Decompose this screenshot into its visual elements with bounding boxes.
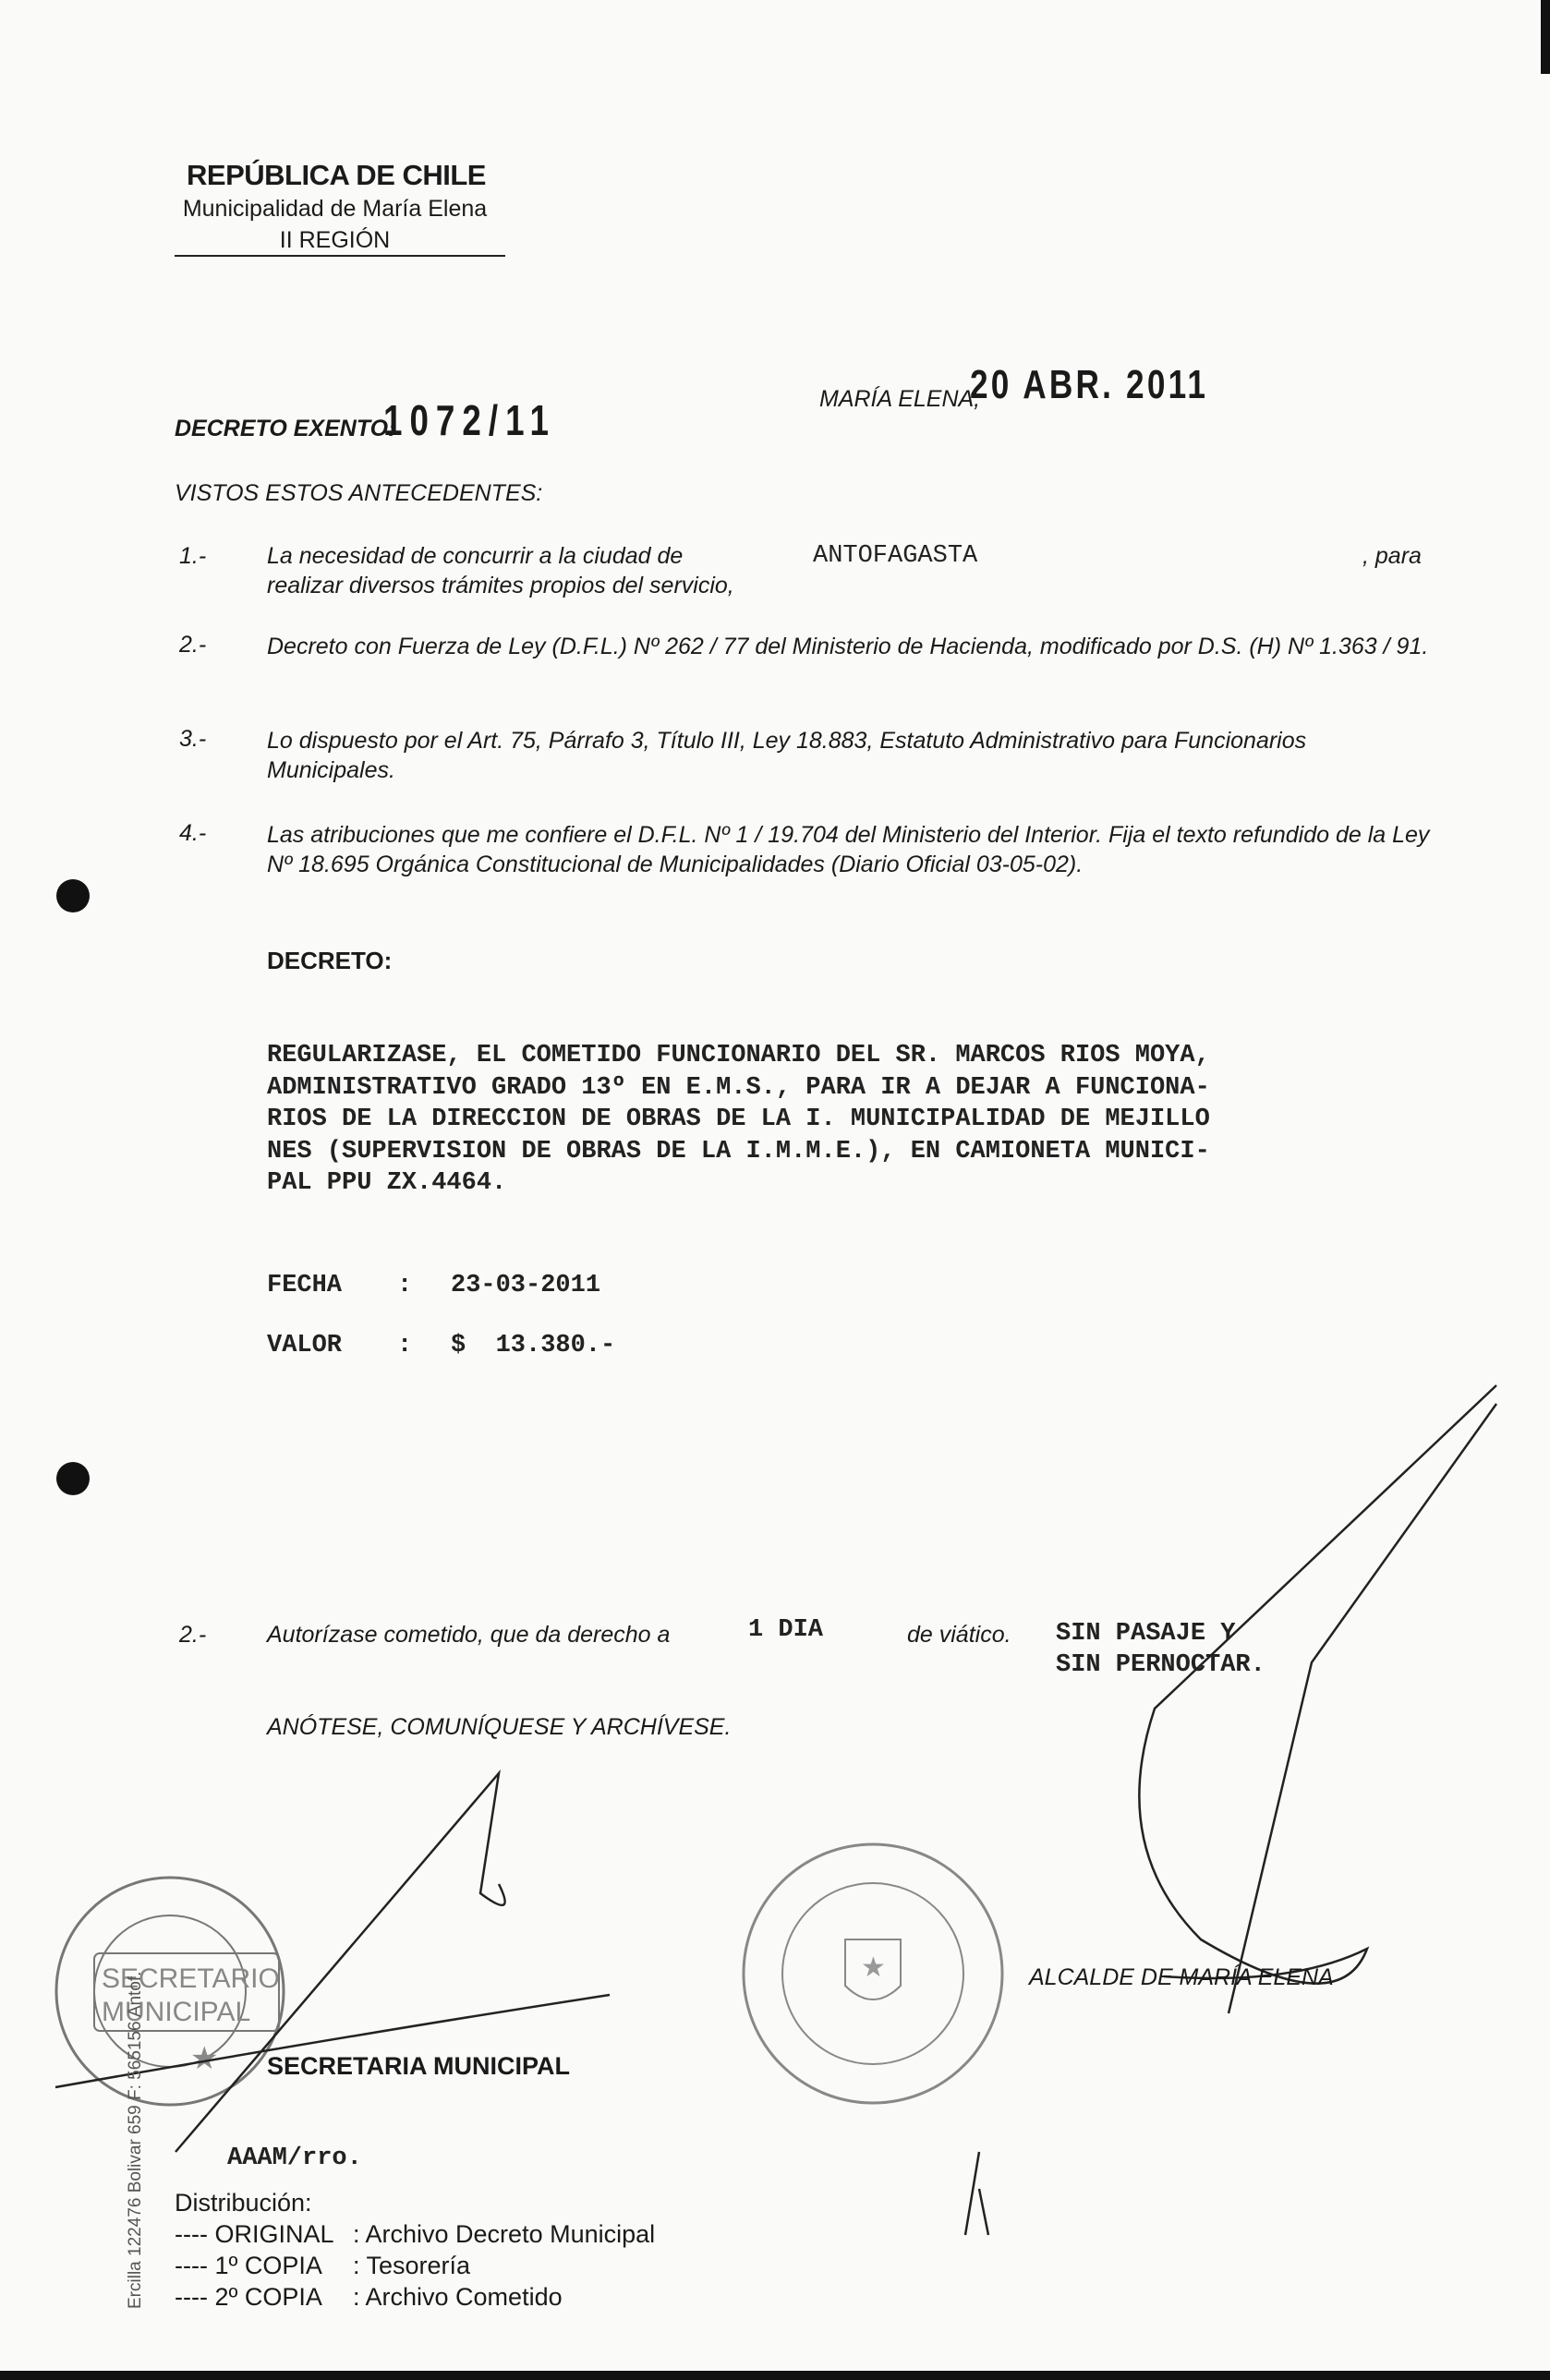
distribution-dest: : Archivo Decreto Municipal [353, 2220, 656, 2248]
days-value: 1 DIA [748, 1616, 824, 1644]
item-number: 1.- [179, 543, 207, 569]
distribution-copy: ---- ORIGINAL [175, 2220, 334, 2248]
header-region: II REGIÓN [279, 227, 391, 253]
svg-text:★: ★ [190, 2041, 219, 2076]
item-text: , para [1362, 543, 1422, 569]
body-line: REGULARIZASE, EL COMETIDO FUNCIONARIO DEL SR. MARCOS RIOS MOYA, [267, 1042, 1210, 1069]
distribution-title: Distribución: [175, 2189, 312, 2217]
item-text: realizar diversos trámites propios del servicio, [267, 573, 734, 598]
item-text: Lo dispuesto por el Art. 75, Párrafo 3, Título III, Ley 18.883, Estatuto Administrativo para Funcionarios Municipales. [267, 728, 1307, 783]
place: MARÍA ELENA, [819, 386, 981, 412]
fecha-label: FECHA [267, 1272, 343, 1299]
printer-imprint: Ercilla 122476 Bolivar 659 F: 565156 Antof. [126, 1971, 145, 2309]
distribution-dest: : Tesorería [353, 2252, 471, 2279]
item-number: 2.- [179, 1622, 207, 1648]
item-number: 3.- [179, 726, 207, 752]
decree-label: DECRETO EXENTO: [175, 416, 396, 441]
city-value: ANTOFAGASTA [813, 542, 978, 570]
body-line: PAL PPU ZX.4464. [267, 1169, 507, 1197]
item-text: Autorízase cometido, que da derecho a [267, 1622, 671, 1648]
distribution-copy: ---- 1º COPIA [175, 2252, 322, 2279]
svg-text:MUNICIPAL: MUNICIPAL [102, 1997, 251, 2027]
item-number: 4.- [179, 820, 207, 846]
signature [55, 1385, 1496, 2235]
body-line: RIOS DE LA DIRECCION DE OBRAS DE LA I. MUNICIPALIDAD DE MEJILLO [267, 1105, 1210, 1133]
svg-text:SECRETARIO: SECRETARIO [102, 1963, 280, 1994]
item-text: Decreto con Fuerza de Ley (D.F.L.) Nº 262 / 77 del Ministerio de Hacienda, modificado por D.S. (H) Nº 1.363 / 91. [267, 634, 1429, 659]
initials: AAAM/rro. [227, 2144, 362, 2172]
valor-value: $ 13.380.- [451, 1332, 616, 1359]
date-stamp: 20 ABR. 2011 [970, 362, 1209, 407]
item-text: La necesidad de concurrir a la ciudad de [267, 543, 684, 569]
fecha-value: 23-03-2011 [451, 1272, 601, 1299]
item-text: Las atribuciones que me confiere el D.F.L. Nº 1 / 19.704 del Ministerio del Interior. Fija el texto refundido de la Ley Nº 18.695 Orgánica Constitucional de Municipalidades (Diario Oficial 03-05-02). [267, 822, 1430, 877]
item-number: 2.- [179, 632, 207, 658]
closing: ANÓTESE, COMUNÍQUESE Y ARCHÍVESE. [267, 1714, 732, 1740]
note-line: SIN PASAJE Y [1056, 1620, 1236, 1648]
decreto-title: DECRETO: [267, 947, 393, 974]
item-text: de viático. [907, 1622, 1011, 1648]
secretaria-title: SECRETARIA MUNICIPAL [267, 2052, 570, 2080]
vistos-title: VISTOS ESTOS ANTECEDENTES: [175, 480, 543, 506]
svg-text:★: ★ [861, 1952, 886, 1983]
body-line: NES (SUPERVISION DE OBRAS DE LA I.M.M.E.), EN CAMIONETA MUNICI- [267, 1137, 1210, 1166]
scan-edge [0, 2371, 1550, 2380]
fecha-sep: : [397, 1272, 413, 1299]
header-municipality: Municipalidad de María Elena [182, 196, 488, 222]
seal-right [744, 1844, 1002, 2103]
header-country: REPÚBLICA DE CHILE [187, 159, 486, 191]
scan-edge [1541, 0, 1550, 74]
distribution-copy: ---- 2º COPIA [175, 2283, 322, 2311]
alcalde-title: ALCALDE DE MARÍA ELENA [1029, 1964, 1334, 1990]
seal-left [56, 1878, 284, 2105]
body-line: ADMINISTRATIVO GRADO 13º EN E.M.S., PARA IR A DEJAR A FUNCIONA- [267, 1073, 1210, 1102]
punch-hole [56, 879, 90, 912]
note-line: SIN PERNOCTAR. [1056, 1651, 1265, 1679]
distribution-dest: : Archivo Cometido [353, 2283, 563, 2311]
valor-sep: : [397, 1332, 413, 1359]
punch-hole [56, 1462, 90, 1495]
decree-number: 1072/11 [383, 396, 556, 444]
valor-label: VALOR [267, 1332, 343, 1359]
